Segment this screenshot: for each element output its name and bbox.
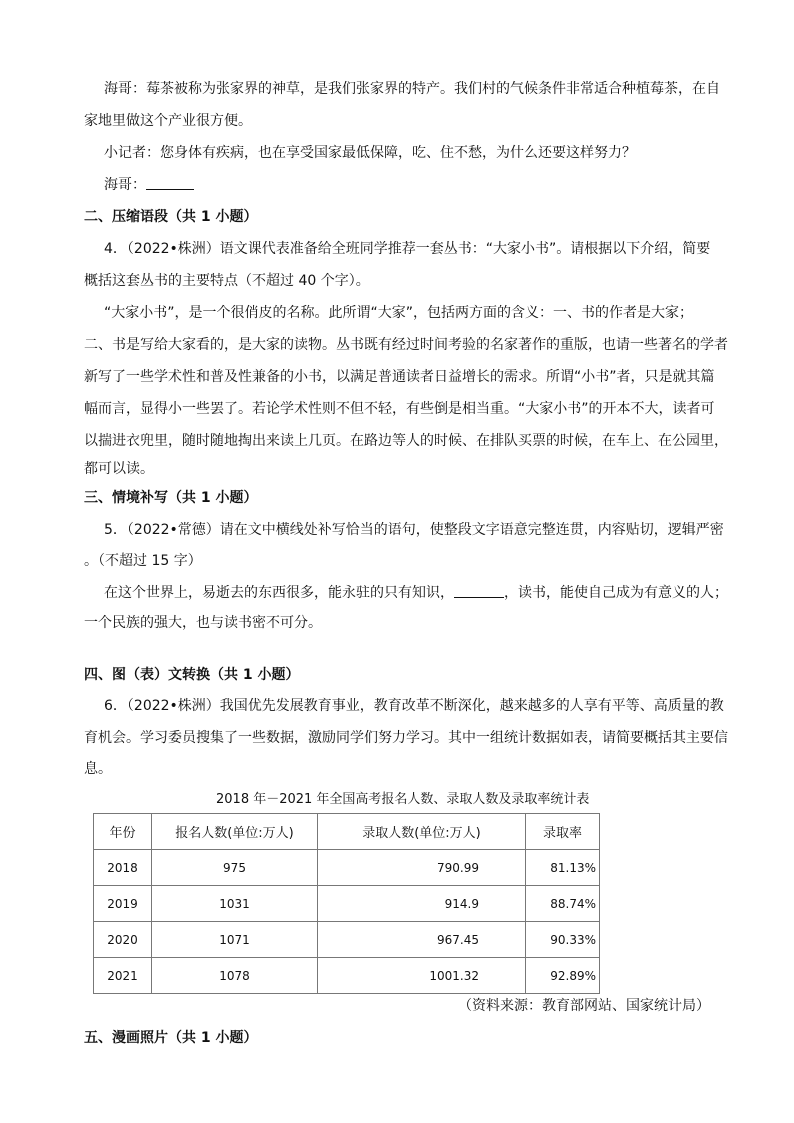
answer-blank[interactable] <box>146 175 194 190</box>
dialogue-speaker-label: 海哥： <box>104 177 146 193</box>
table-cell: 975 <box>152 850 318 886</box>
dialogue-line-3 <box>104 169 724 201</box>
q4-passage-3: 新写了一些学术性和普及性兼备的小书，以满足普通读者日益增长的需求。所谓“小书”者，只是就其篇 <box>84 369 715 385</box>
table-cell: 2021 <box>94 958 152 994</box>
fill-in-blank[interactable] <box>454 583 504 598</box>
column-header: 报名人数(单位:万人) <box>152 814 318 850</box>
table-cell: 88.74% <box>526 886 600 922</box>
q4-line-1: 4．（2022•株洲）语文课代表准备给全班同学推荐一套丛书：“大家小书”。请根据以下介绍，简要 <box>104 241 711 257</box>
table-cell: 1071 <box>152 922 318 958</box>
q5-line-1: 5．（2022•常德）请在文中横线处补写恰当的语句，使整段文字语意完整连贯，内容贴切，逻辑严密 <box>104 522 724 538</box>
table-row <box>94 958 600 994</box>
dialogue-line-1a: 海哥：莓茶被称为张家界的神草，是我们张家界的特产。我们村的气候条件非常适合种植莓茶，在自 <box>104 81 720 97</box>
table-cell: 967.45 <box>318 922 526 958</box>
table-cell: 2020 <box>94 922 152 958</box>
table-cell: 2018 <box>94 850 152 886</box>
column-header: 年份 <box>94 814 152 850</box>
q6-line-3: 息。 <box>84 761 112 777</box>
table-cell: 1001.32 <box>318 958 526 994</box>
data-source-note: （资料来源：教育部网站、国家统计局） <box>458 998 710 1014</box>
table-row <box>94 922 600 958</box>
q4-passage-5: 以揣进衣兜里，随时随地掏出来读上几页。在路边等人的时候、在排队买票的时候，在车上、在公园里， <box>84 433 728 449</box>
table-header-row <box>94 814 600 850</box>
q5-text-line <box>104 577 728 609</box>
q4-passage-1: “大家小书”，是一个很俏皮的名称。此所谓“大家”，包括两方面的含义：一、书的作者是大家； <box>104 305 694 321</box>
dialogue-line-1b: 家地里做这个产业很方便。 <box>84 113 252 129</box>
q5-line-2: 。（不超过 15 字） <box>84 553 202 569</box>
q5-text-c: 一个民族的强大，也与读书密不可分。 <box>84 615 322 631</box>
section-heading-2: 二、压缩语段（共 1 小题） <box>84 209 258 225</box>
table-caption: 2018 年－2021 年全国高考报名人数、录取人数及录取率统计表 <box>216 792 590 807</box>
table-cell: 90.33% <box>526 922 600 958</box>
section-heading-5: 五、漫画照片（共 1 小题） <box>84 1030 258 1046</box>
table-row <box>94 850 600 886</box>
table-row <box>94 886 600 922</box>
table-cell: 914.9 <box>318 886 526 922</box>
q4-passage-6: 都可以读。 <box>84 461 154 477</box>
table-cell: 1078 <box>152 958 318 994</box>
q5-text-b: ，读书，能使自己成为有意义的人； <box>504 585 728 601</box>
table-cell: 2019 <box>94 886 152 922</box>
q5-text-a: 在这个世界上，易逝去的东西很多，能永驻的只有知识， <box>104 585 454 601</box>
column-header: 录取率 <box>526 814 600 850</box>
dialogue-line-2: 小记者：您身体有疾病，也在享受国家最低保障，吃、住不愁，为什么还要这样努力？ <box>104 145 636 161</box>
section-heading-3: 三、情境补写（共 1 小题） <box>84 490 258 506</box>
table-cell: 92.89% <box>526 958 600 994</box>
q6-line-2: 育机会。学习委员搜集了一些数据，激励同学们努力学习。其中一组统计数据如表，请简要概括其主要信 <box>84 730 728 746</box>
q4-line-2: 概括这套丛书的主要特点（不超过 40 个字）。 <box>84 273 370 289</box>
table-cell: 81.13% <box>526 850 600 886</box>
table-cell: 1031 <box>152 886 318 922</box>
q6-line-1: 6．（2022•株洲）我国优先发展教育事业，教育改革不断深化，越来越多的人享有平等、高质量的教 <box>104 698 724 714</box>
statistics-table <box>93 813 600 994</box>
section-heading-4: 四、图（表）文转换（共 1 小题） <box>84 667 300 683</box>
q4-passage-4: 幅而言，显得小一些罢了。若论学术性则不但不轻，有些倒是相当重。“大家小书”的开本不大，读者可 <box>84 401 715 417</box>
q4-passage-2: 二、书是写给大家看的，是大家的读物。丛书既有经过时间考验的名家著作的重版，也请一些著名的学者 <box>84 337 728 353</box>
column-header: 录取人数(单位:万人) <box>318 814 526 850</box>
table-cell: 790.99 <box>318 850 526 886</box>
